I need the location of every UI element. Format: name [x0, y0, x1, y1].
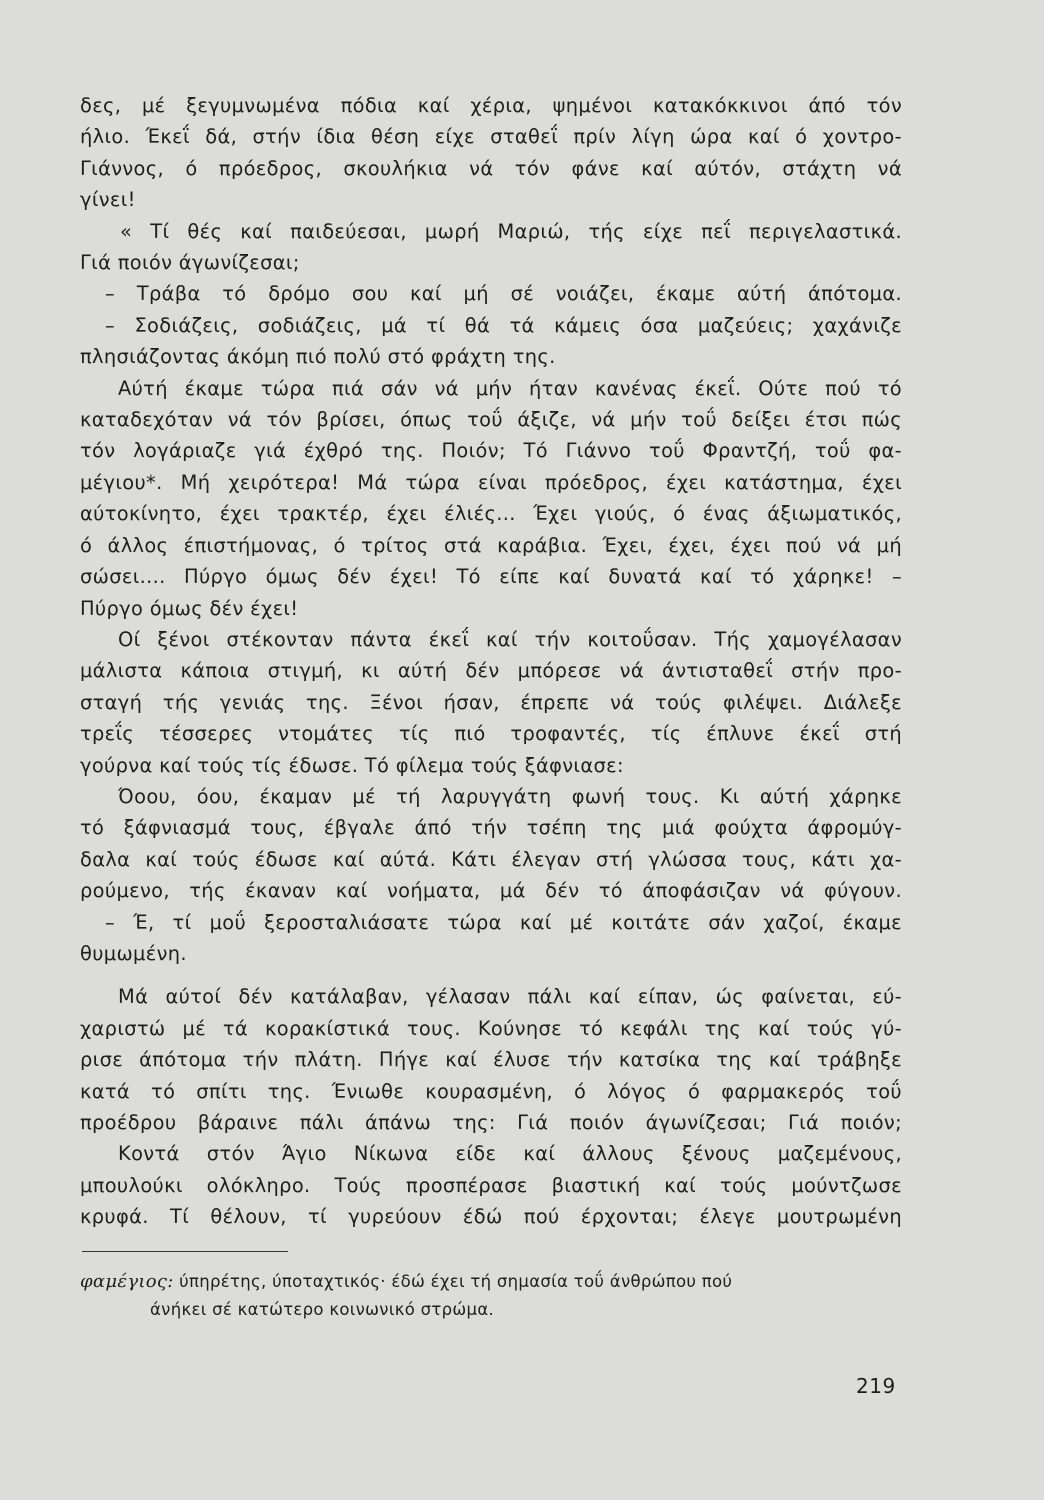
text-line: αύτοκίνητο, έχει τρακτέρ, έχει έλιές... Έχει γιούς, ό ένας άξιωματικός,: [80, 502, 902, 526]
text-line: Μά αύτοί δέν κατάλαβαν, γέλασαν πάλι καί είπαν, ώς φαίνεται, εύ-: [118, 985, 902, 1009]
footnote-line: [80, 1268, 902, 1296]
text-line: σταγή τής γενιάς της. Ξένοι ήσαν, έπρεπε νά τούς φιλέψει. Διάλεξε: [80, 690, 902, 714]
footnote: [80, 1268, 902, 1324]
footnote-continuation: άνήκει σέ κατώτερο κοινωνικό στρώμα.: [150, 1300, 495, 1319]
text-line: Οί ξένοι στέκονταν πάντα έκεΐ καί τήν κοιτοΰσαν. Τής χαμογέλασαν: [118, 627, 902, 651]
text-line: – Σοδιάζεις, σοδιάζεις, μά τί θά τά κάμεις όσα μαζεύεις; χαχάνιζε: [105, 313, 902, 337]
text-line: ρούμενο, τής έκαναν καί νοήματα, μά δέν τό άποφάσιζαν νά φύγουν.: [80, 879, 902, 903]
text-line: κατά τό σπίτι της. Ένιωθε κουρασμένη, ό λόγος ό φαρμακερός τοΰ: [80, 1079, 902, 1103]
text-line: γίνει!: [80, 188, 136, 212]
footnote-divider: [82, 1251, 288, 1252]
text-line: γούρνα καί τούς τίς έδωσε. Τό φίλεμα τούς ξάφνιασε:: [80, 753, 624, 777]
text-line: ήλιο. Έκεΐ δά, στήν ίδια θέση είχε σταθεΐ πρίν λίγη ώρα καί ό χοντρο-: [80, 125, 902, 149]
text-line: – Έ, τί μοΰ ξεροσταλιάσατε τώρα καί μέ κοιτάτε σάν χαζοί, έκαμε: [105, 910, 902, 934]
text-line: πλησιάζοντας άκόμη πιό πολύ στό φράχτη της.: [80, 345, 556, 369]
text-line: σώσει.... Πύργο όμως δέν έχει! Τό είπε καί δυνατά καί τό χάρηκε! –: [80, 565, 902, 589]
text-line: μπουλούκι ολόκληρο. Τούς προσπέρασε βιαστική καί τούς μούντζωσε: [80, 1173, 902, 1197]
text-line: Αύτή έκαμε τώρα πιά σάν νά μήν ήταν κανένας έκεΐ. Ούτε πού τό: [118, 376, 902, 400]
text-line: τρεΐς τέσσερες ντομάτες τίς πιό τροφαντές, τίς έπλυνε έκεΐ στή: [80, 722, 902, 746]
text-line: Γιά ποιόν άγωνίζεσαι;: [80, 251, 300, 275]
text-line: Όοου, όου, έκαμαν μέ τή λαρυγγάτη φωνή τους. Κι αύτή χάρηκε: [118, 784, 902, 808]
text-line: Πύργο όμως δέν έχει!: [80, 596, 299, 620]
text-line: μέγιου*. Μή χειρότερα! Μά τώρα είναι πρόεδρος, έχει κατάστημα, έχει: [80, 470, 902, 494]
text-line: δες, μέ ξεγυμνωμένα πόδια καί χέρια, ψημένοι κατακόκκινοι άπό τόν: [80, 94, 902, 117]
text-line: δαλα καί τούς έδωσε καί αύτά. Κάτι έλεγαν στή γλώσσα τους, κάτι χα-: [80, 847, 902, 871]
text-line: Γιάννος, ό πρόεδρος, σκουλήκια νά τόν φάνε καί αύτόν, στάχτη νά: [80, 156, 902, 180]
body-text: [80, 90, 902, 1233]
text-line: – Τράβα τό δρόμο σου καί μή σέ νοιάζει, έκαμε αύτή άπότομα.: [105, 282, 902, 306]
text-line: ό άλλος έπιστήμονας, ό τρίτος στά καράβια. Έχει, έχει, έχει πού νά μή: [80, 533, 902, 557]
text-line: τόν λογάριαζε γιά έχθρό της. Ποιόν; Τό Γιάννο τοΰ Φραντζή, τοΰ φα-: [80, 439, 902, 463]
text-line: θυμωμένη.: [80, 941, 187, 965]
text-line: καταδεχόταν νά τόν βρίσει, όπως τοΰ άξιζε, νά μήν τοΰ δείξει έτσι πώς: [80, 408, 902, 432]
text-line: προέδρου βάραινε πάλι άπάνω της: Γιά ποιόν άγωνίζεσαι; Γιά ποιόν;: [80, 1111, 902, 1134]
text-line: ρισε άπότομα τήν πλάτη. Πήγε καί έλυσε τήν κατσίκα της καί τράβηξε: [80, 1048, 902, 1072]
page-number: 219: [856, 1374, 896, 1398]
text-line: κρυφά. Τί θέλουν, τί γυρεύουν έδώ πού έρχονται; έλεγε μουτρωμένη: [80, 1205, 902, 1229]
text-line: χαριστώ μέ τά κορακίστικά τους. Κούνησε τό κεφάλι της καί τούς γύ-: [80, 1016, 902, 1040]
footnote-definition: ύπηρέτης, ύποταχτικός· έδώ έχει τή σημασία τοΰ άνθρώπου πού: [179, 1272, 733, 1291]
text-line: μάλιστα κάποια στιγμή, κι αύτή δέν μπόρεσε νά άντισταθεΐ στήν προ-: [80, 659, 902, 683]
footnote-term: φαμέγιος:: [80, 1271, 174, 1292]
text-line: τό ξάφνιασμά τους, έβγαλε άπό τήν τσέπη της μιά φούχτα άφρομύγ-: [80, 816, 902, 840]
text-line: Κοντά στόν Άγιο Νίκωνα είδε καί άλλους ξένους μαζεμένους,: [118, 1142, 902, 1166]
text-line: « Τί θές καί παιδεύεσαι, μωρή Μαριώ, τής είχε πεΐ περιγελαστικά.: [120, 219, 902, 243]
